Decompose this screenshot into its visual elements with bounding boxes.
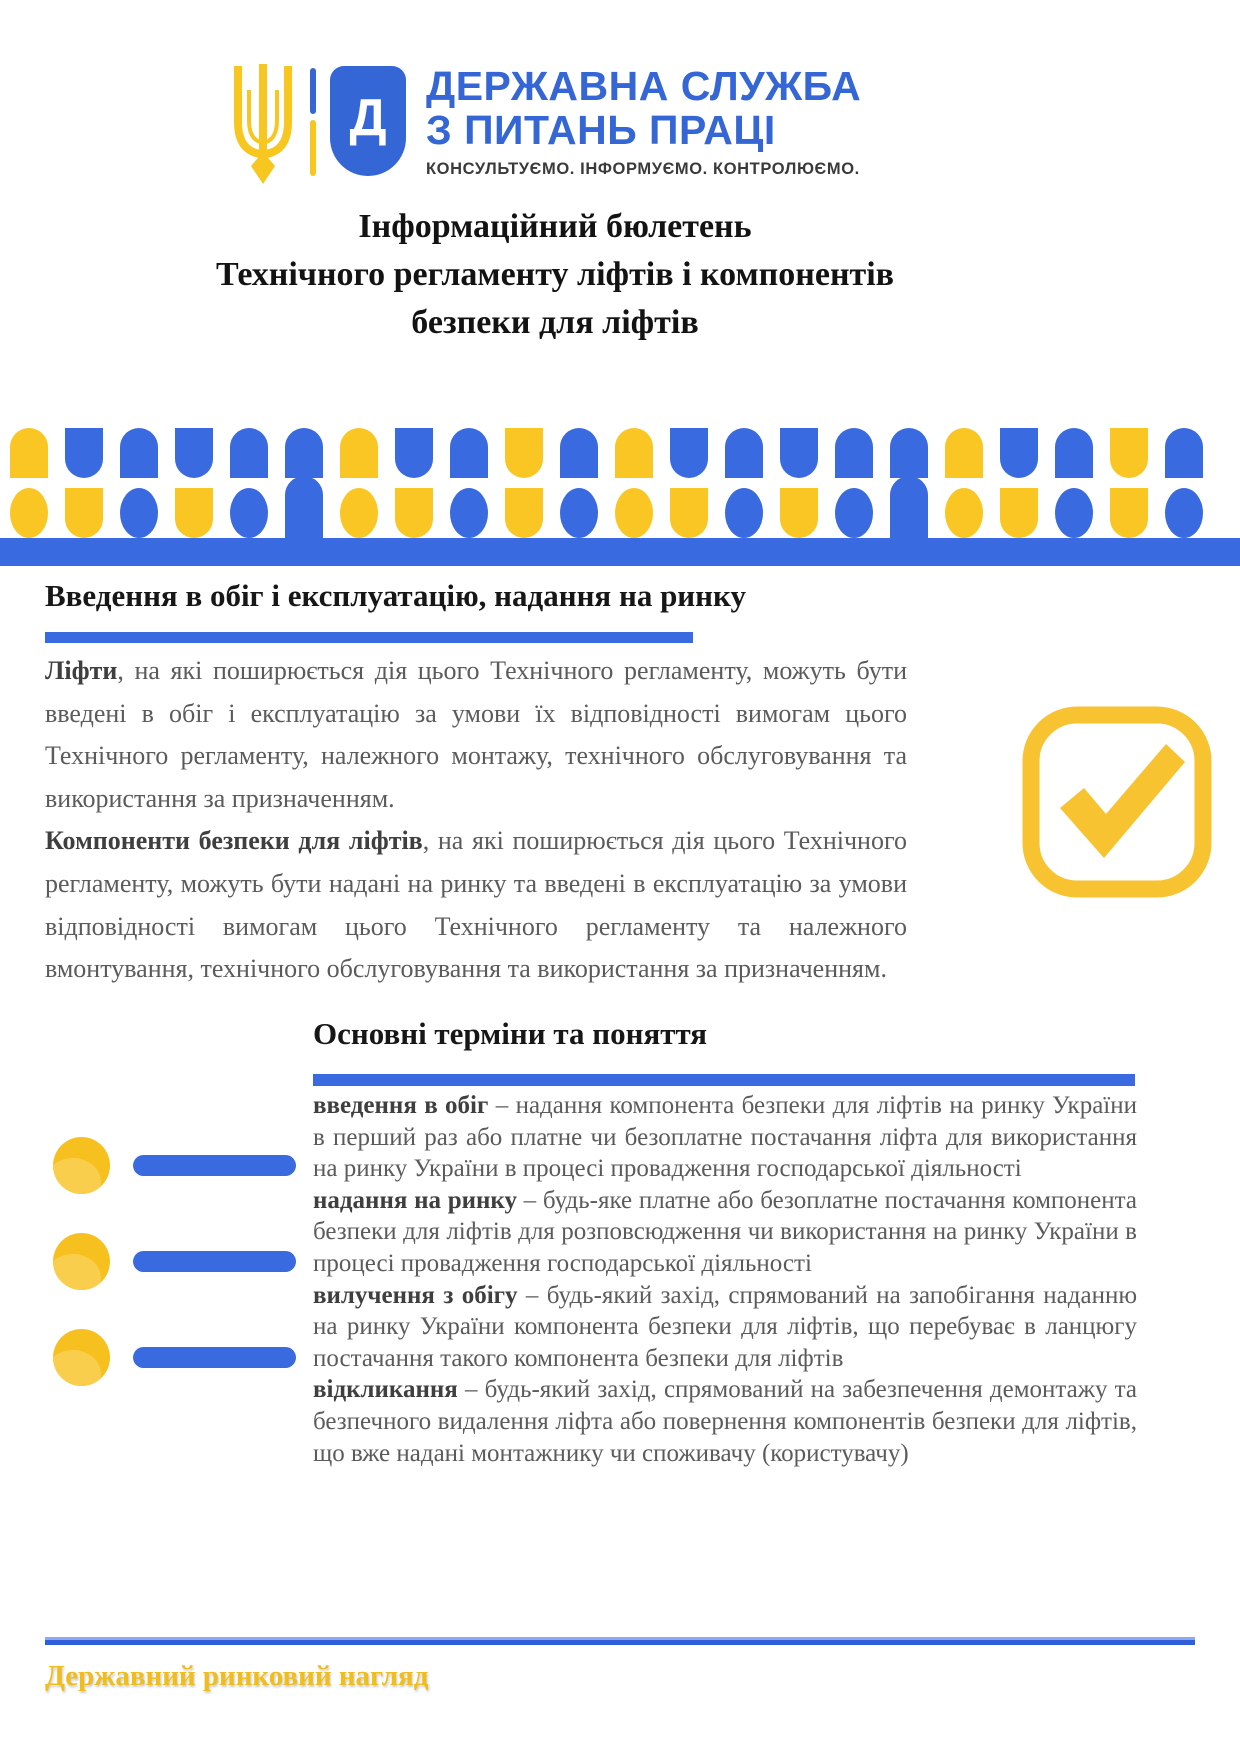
decor-shape [1000, 488, 1038, 538]
trident-icon [230, 60, 296, 184]
bullet-item [53, 1233, 313, 1293]
decor-shape [230, 428, 268, 478]
paragraph-lead: Компоненти безпеки для ліфтів [45, 826, 423, 856]
section1-underline [45, 632, 693, 643]
decor-band-row2 [0, 476, 1240, 538]
paragraph: Компоненти безпеки для ліфтів, на які поширюється дія цього Технічного регламенту, можуть бути надані на ринку та введені в експлуатацію за умови відповідності вимогам цього Технічного регламенту та належного вмонтування, технічного обслуговування та використання за призначенням. [45, 826, 907, 984]
decor-shape [505, 428, 543, 478]
decor-shape [120, 428, 158, 478]
logo-divider [310, 68, 316, 176]
decor-shape [1000, 428, 1038, 478]
bullet-bar-icon [133, 1155, 296, 1176]
paragraph-lead: Ліфти [45, 656, 118, 685]
decor-blue-bar [0, 538, 1240, 566]
bullet-item [53, 1329, 313, 1389]
org-name-line1: ДЕРЖАВНА СЛУЖБА [426, 63, 862, 109]
decor-shape [340, 488, 378, 538]
decor-shape [175, 488, 213, 538]
decor-shape [1110, 488, 1148, 538]
decor-shape [1055, 428, 1093, 478]
term-label: надання на ринку [313, 1186, 517, 1214]
decor-shape [1165, 428, 1203, 478]
decor-shape [285, 428, 323, 478]
bullet-dot-icon [53, 1137, 110, 1194]
bullet-bar-icon [133, 1251, 296, 1272]
term-label: вилучення з обігу [313, 1281, 518, 1309]
footer-label: Державний ринковий нагляд [45, 1660, 429, 1692]
decor-shape [505, 488, 543, 538]
decor-shape [890, 428, 928, 478]
term-item: відкликання – будь-який захід, спрямований на забезпечення демонтажу та безпечного видалення ліфта або повернення компонентів безпеки для ліфтів, що вже надані монтажнику чи споживачу (користувачу) [313, 1376, 1138, 1467]
decor-shape [670, 428, 708, 478]
decor-shape [670, 488, 708, 538]
decor-shape [10, 488, 48, 538]
terms-list [313, 1090, 1137, 1469]
decor-shape [615, 488, 653, 538]
decor-shape [560, 428, 598, 478]
decor-shape [65, 488, 103, 538]
title-line-3: безпеки для ліфтів [411, 304, 699, 341]
org-name-block [426, 64, 861, 179]
decor-shape [230, 488, 268, 538]
decor-shape [835, 428, 873, 478]
decor-shape [1055, 488, 1093, 538]
decor-shape [1110, 428, 1148, 478]
decor-shape [340, 428, 378, 478]
logo-shield-icon [330, 66, 406, 176]
bullet-dot-icon [53, 1233, 110, 1290]
footer-rule [45, 1637, 1195, 1645]
decor-shape [780, 488, 818, 538]
decor-band-row1 [0, 428, 1240, 478]
checkmark-badge-icon [1022, 706, 1212, 898]
org-tagline: КОНСУЛЬТУЄМО. ІНФОРМУЄМО. КОНТРОЛЮЄМО. [426, 160, 860, 178]
org-name-line2: З ПИТАНЬ ПРАЦІ [426, 107, 776, 153]
decor-shape [890, 476, 928, 538]
header-logo [230, 56, 861, 184]
decor-shape [10, 428, 48, 478]
term-item: введення в обіг – надання компонента безпеки для ліфтів на ринку України в перший раз або платне чи безоплатне постачання ліфта для використання на ринку України в процесі провадження господарської діяльності [313, 1092, 1137, 1183]
decor-shape [120, 488, 158, 538]
section2-heading: Основні терміни та поняття [313, 1016, 708, 1051]
decor-shape [615, 428, 653, 478]
shield-monogram: Д [349, 89, 387, 147]
decor-shape [395, 428, 433, 478]
decor-shape [560, 488, 598, 538]
decor-shape [835, 488, 873, 538]
page-title [0, 203, 1110, 347]
paragraph: Ліфти, на які поширюється дія цього Технічного регламенту, можуть бути введені в обіг і експлуатацію за умови їх відповідності вимогам цього Технічного регламенту, належного монтажу, технічного обслуговування та використання за призначенням. [45, 656, 907, 813]
title-line-1: Інформаційний бюлетень [358, 208, 752, 245]
term-label: введення в обіг [313, 1092, 489, 1119]
decor-shape [725, 428, 763, 478]
decor-shape [780, 428, 818, 478]
decor-shape [945, 488, 983, 538]
decor-shape [395, 488, 433, 538]
decor-shape [450, 428, 488, 478]
section2-underline [313, 1074, 1135, 1086]
bullet-bar-icon [133, 1347, 296, 1368]
section1-heading: Введення в обіг і експлуатацію, надання на ринку [45, 578, 746, 613]
decor-shape [450, 488, 488, 538]
bullet-dot-icon [53, 1329, 110, 1386]
decor-shape [175, 428, 213, 478]
term-label: відкликання [313, 1376, 458, 1404]
section1-body [45, 650, 907, 991]
decor-shape [65, 428, 103, 478]
term-item: надання на ринку – будь-яке платне або безоплатне постачання компонента безпеки для ліфтів для розповсюдження чи використання на ринку України в процесі провадження господарської діяльності [313, 1186, 1137, 1277]
bullet-item [53, 1137, 313, 1197]
decor-shape [945, 428, 983, 478]
decor-shape [1165, 488, 1203, 538]
title-line-2: Технічного регламенту ліфтів і компонентів [215, 256, 895, 293]
term-item: вилучення з обігу – будь-який захід, спрямований на запобігання наданню на ринку України компонента безпеки для ліфтів, що перебуває в ланцюгу постачання такого компонента безпеки для ліфтів [313, 1281, 1137, 1372]
decor-shape [285, 476, 323, 538]
decor-shape [725, 488, 763, 538]
